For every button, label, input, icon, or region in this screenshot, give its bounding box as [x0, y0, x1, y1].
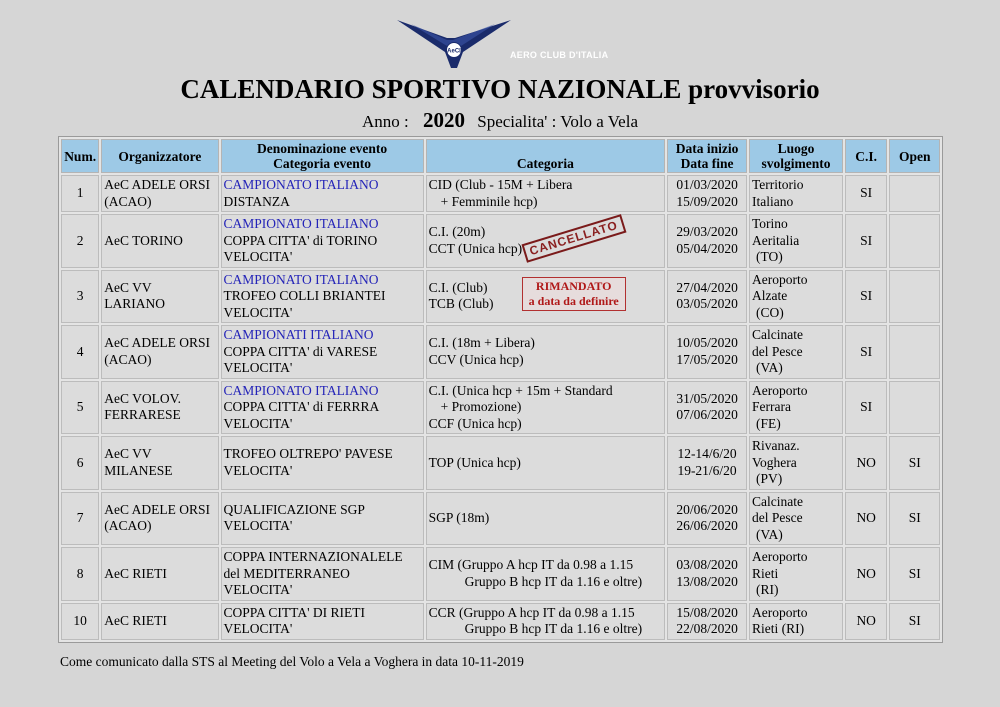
luogo-line: Rieti (RI) [751, 621, 805, 636]
categoria-line: CID (Club - 15M + Libera [428, 177, 573, 192]
event-line: TROFEO COLLI BRIANTEI [223, 288, 386, 303]
header-denominazione-line: Categoria evento [273, 156, 371, 171]
luogo-line: Ferrara [751, 399, 791, 414]
year-value: 2020 [422, 108, 465, 132]
start-date: 10/05/2020 [676, 335, 738, 351]
cell-denominazione [221, 325, 424, 379]
cell-organizzatore [101, 492, 218, 546]
cell-denominazione [221, 270, 424, 324]
cell-ci: NO [845, 436, 887, 490]
start-date: 20/06/2020 [676, 501, 738, 517]
cell-luogo [749, 214, 843, 268]
cell-categoria [426, 270, 666, 324]
cell-open [889, 325, 940, 379]
rimandato-line: a data da definire [528, 293, 619, 308]
start-date: 12-14/6/20 [677, 446, 737, 462]
cell-num: 2 [61, 214, 99, 268]
cell-organizzatore [101, 436, 218, 490]
footer-note: Come comunicato dalla STS al Meeting del Volo a Vela a Voghera in data 10-11-2019 [60, 654, 524, 669]
cell-categoria [426, 325, 666, 379]
organizzatore-line: AeC VV [104, 446, 152, 462]
cell-organizzatore [101, 325, 218, 379]
luogo-line: Territorio [751, 177, 804, 192]
start-date: 27/04/2020 [676, 279, 738, 295]
cell-ci: SI [845, 270, 887, 324]
event-name-link: CAMPIONATO ITALIANO [223, 382, 379, 398]
start-date: 29/03/2020 [676, 224, 738, 240]
cell-ci: SI [845, 381, 887, 435]
event-line: TROFEO OLTREPO' PAVESE [223, 446, 393, 462]
event-line: VELOCITA' [223, 518, 293, 534]
table-row [61, 603, 940, 640]
table-row [61, 325, 940, 379]
end-date: 05/04/2020 [676, 240, 738, 256]
end-date: 22/08/2020 [676, 621, 738, 636]
header-denominazione-line: Denominazione evento [257, 141, 388, 156]
cell-denominazione [221, 175, 424, 212]
cell-date [667, 214, 747, 268]
categoria-line: C.I. (Unica hcp + 15m + Standard [428, 382, 613, 398]
cell-luogo [749, 175, 843, 212]
cell-date [667, 492, 747, 546]
cell-denominazione [221, 381, 424, 435]
cell-denominazione [221, 492, 424, 546]
cell-denominazione [221, 547, 424, 601]
categoria-line: + Femminile hcp) [440, 193, 538, 209]
organizzatore-line: AeC VOLOV. [104, 390, 182, 406]
header-date-line: Data inizio [675, 141, 739, 156]
luogo-line: (VA) [755, 360, 783, 375]
categoria-line: C.I. (20m) [428, 224, 486, 240]
organizzatore-line: AeC TORINO [104, 232, 183, 248]
luogo-line: (CO) [755, 304, 784, 320]
organizzatore-line: AeC ADELE ORSI [104, 335, 211, 351]
cell-open: SI [889, 436, 940, 490]
categoria-line: Gruppo B hcp IT da 1.16 e oltre) [464, 573, 643, 589]
categoria-line: TCB (Club) [428, 296, 494, 312]
cell-ci: SI [845, 175, 887, 212]
cell-denominazione [221, 214, 424, 268]
categoria-line: CCT (Unica hcp) [428, 240, 523, 256]
event-line: VELOCITA' [223, 249, 293, 264]
cell-open: SI [889, 492, 940, 546]
rimandato-stamp [522, 277, 626, 311]
page-title: CALENDARIO SPORTIVO NAZIONALE provvisorio [180, 74, 820, 104]
cell-denominazione [221, 436, 424, 490]
event-name-link: CAMPIONATI ITALIANO [223, 327, 374, 342]
cell-categoria [426, 436, 666, 490]
event-name-link: CAMPIONATO ITALIANO [223, 271, 379, 287]
end-date: 26/06/2020 [676, 518, 738, 534]
cell-luogo [749, 603, 843, 640]
header-organizzatore: Organizzatore [101, 139, 218, 173]
cell-organizzatore [101, 270, 218, 324]
luogo-line: Alzate [751, 288, 788, 303]
event-name-link: CAMPIONATO ITALIANO [223, 177, 379, 192]
cell-categoria [426, 492, 666, 546]
event-line: VELOCITA' [223, 304, 293, 320]
header-ci: C.I. [845, 139, 887, 173]
luogo-line: Calcinate [751, 493, 803, 509]
luogo-line: Calcinate [751, 327, 803, 342]
cell-date [667, 175, 747, 212]
cell-luogo [749, 270, 843, 324]
header-open: Open [889, 139, 940, 173]
organizzatore-line: (ACAO) [104, 351, 152, 367]
cell-luogo [749, 492, 843, 546]
event-line: VELOCITA' [223, 621, 293, 636]
cell-num: 6 [61, 436, 99, 490]
organizzatore-line: MILANESE [104, 462, 173, 478]
event-line: DISTANZA [223, 193, 290, 209]
header-denominazione [221, 139, 424, 173]
header-luogo-line: svolgimento [761, 156, 831, 171]
cell-num: 1 [61, 175, 99, 212]
cell-ci: NO [845, 492, 887, 546]
event-line: COPPA INTERNAZIONALELE [223, 549, 403, 564]
event-line: COPPA CITTA' di FERRRA [223, 399, 380, 414]
luogo-line: Torino [751, 216, 788, 231]
cell-categoria [426, 175, 666, 212]
organizzatore-line: AeC VV [104, 279, 152, 295]
cell-open [889, 214, 940, 268]
cell-luogo [749, 325, 843, 379]
cell-date [667, 603, 747, 640]
cell-num: 7 [61, 492, 99, 546]
cell-date [667, 381, 747, 435]
cell-num: 3 [61, 270, 99, 324]
cell-organizzatore [101, 214, 218, 268]
header-date-line: Data fine [680, 156, 734, 171]
header-luogo-line: Luogo [777, 141, 815, 156]
cell-organizzatore [101, 603, 218, 640]
end-date: 17/05/2020 [676, 351, 738, 367]
table-row [61, 436, 940, 490]
start-date: 15/08/2020 [676, 604, 738, 620]
event-name-link: CAMPIONATO ITALIANO [223, 216, 379, 231]
cell-open: SI [889, 547, 940, 601]
cell-organizzatore [101, 547, 218, 601]
categoria-line: Gruppo B hcp IT da 1.16 e oltre) [464, 621, 643, 636]
table-row [61, 214, 940, 268]
luogo-line: Voghera [751, 454, 797, 470]
cell-categoria [426, 381, 666, 435]
cell-open: SI [889, 603, 940, 640]
luogo-line: Aeroporto [751, 604, 808, 620]
cell-ci: SI [845, 325, 887, 379]
header-luogo [749, 139, 843, 173]
end-date: 03/05/2020 [676, 296, 738, 312]
emblem-text: AeCI [447, 48, 461, 55]
luogo-line: del Pesce [751, 510, 803, 525]
cell-open [889, 381, 940, 435]
cell-categoria [426, 214, 666, 268]
luogo-line: Aeritalia [751, 232, 800, 248]
organizzatore-line: LARIANO [104, 296, 166, 312]
event-line: VELOCITA' [223, 462, 293, 478]
end-date: 19-21/6/20 [677, 462, 737, 478]
cell-date [667, 547, 747, 601]
event-line: COPPA CITTA' di VARESE [223, 343, 378, 359]
cell-luogo [749, 381, 843, 435]
luogo-line: (RI) [755, 582, 779, 597]
event-line: QUALIFICAZIONE SGP [223, 501, 365, 517]
organizzatore-line: (ACAO) [104, 518, 152, 534]
luogo-line: (VA) [755, 526, 783, 542]
table-row [61, 381, 940, 435]
luogo-line: Aeroporto [751, 271, 808, 287]
organizzatore-line: (ACAO) [104, 193, 152, 209]
table-row [61, 270, 940, 324]
luogo-line: Rieti [751, 565, 779, 581]
cell-ci: NO [845, 603, 887, 640]
cell-open [889, 270, 940, 324]
organizzatore-line: AeC ADELE ORSI [104, 177, 211, 192]
luogo-line: Rivanaz. [751, 438, 800, 453]
categoria-line: + Promozione) [440, 399, 522, 414]
table-row [61, 492, 940, 546]
categoria-line: CCV (Unica hcp) [428, 351, 524, 367]
organizzatore-line: FERRARESE [104, 407, 181, 423]
event-line: COPPA CITTA' di TORINO [223, 232, 378, 248]
categoria-line: C.I. (Club) [428, 279, 488, 295]
cell-denominazione [221, 603, 424, 640]
table-header-row [61, 139, 940, 173]
luogo-line: Aeroporto [751, 549, 808, 564]
event-line: del MEDITERRANEO [223, 565, 350, 581]
start-date: 03/08/2020 [676, 557, 738, 573]
categoria-line: TOP (Unica hcp) [428, 454, 521, 470]
end-date: 15/09/2020 [676, 193, 738, 209]
cell-luogo [749, 547, 843, 601]
page-subtitle [0, 108, 1000, 133]
cell-categoria [426, 603, 666, 640]
categoria-line: CIM (Gruppo A hcp IT da 0.98 a 1.15 [428, 557, 634, 573]
event-line: VELOCITA' [223, 415, 293, 431]
header-date [667, 139, 747, 173]
cell-luogo [749, 436, 843, 490]
categoria-line: CCR (Gruppo A hcp IT da 0.98 a 1.15 [428, 604, 635, 620]
end-date: 13/08/2020 [676, 573, 738, 589]
end-date: 07/06/2020 [676, 407, 738, 423]
luogo-line: (FE) [755, 415, 781, 431]
cell-ci: NO [845, 547, 887, 601]
organizzatore-line: AeC RIETI [104, 565, 167, 581]
categoria-line: CCF (Unica hcp) [428, 415, 522, 431]
organizzatore-line: AeC ADELE ORSI [104, 501, 211, 517]
table-row [61, 547, 940, 601]
event-line: VELOCITA' [223, 582, 293, 597]
cell-categoria [426, 547, 666, 601]
cell-organizzatore [101, 381, 218, 435]
calendar-table [58, 136, 943, 643]
logo-brand-text: AERO CLUB D'ITALIA [510, 50, 609, 60]
start-date: 01/03/2020 [676, 177, 738, 192]
luogo-line: Aeroporto [751, 382, 808, 398]
organizzatore-line: AeC RIETI [104, 612, 167, 628]
rimandato-line: RIMANDATO [535, 278, 612, 293]
cell-num: 5 [61, 381, 99, 435]
luogo-line: Italiano [751, 193, 794, 209]
event-line: COPPA CITTA' DI RIETI [223, 604, 366, 620]
cell-num: 8 [61, 547, 99, 601]
categoria-line: SGP (18m) [428, 510, 490, 525]
header-categoria: Categoria [426, 139, 666, 173]
eagle-emblem-icon [395, 18, 513, 70]
aero-club-logo [395, 18, 513, 70]
cell-date [667, 325, 747, 379]
cell-organizzatore [101, 175, 218, 212]
table-row [61, 175, 940, 212]
event-line: VELOCITA' [223, 360, 293, 375]
header-num: Num. [61, 139, 99, 173]
start-date: 31/05/2020 [676, 390, 738, 406]
luogo-line: (TO) [755, 249, 783, 264]
luogo-line: (PV) [755, 471, 783, 486]
cell-num: 10 [61, 603, 99, 640]
cell-date [667, 436, 747, 490]
cell-open [889, 175, 940, 212]
specialita-label: Specialita' : Volo a Vela [477, 112, 638, 131]
cell-ci: SI [845, 214, 887, 268]
cancellato-stamp: CANCELLATO [521, 214, 626, 262]
luogo-line: del Pesce [751, 343, 803, 359]
categoria-line: C.I. (18m + Libera) [428, 335, 535, 351]
cell-date [667, 270, 747, 324]
cell-num: 4 [61, 325, 99, 379]
anno-label: Anno : [361, 112, 409, 131]
